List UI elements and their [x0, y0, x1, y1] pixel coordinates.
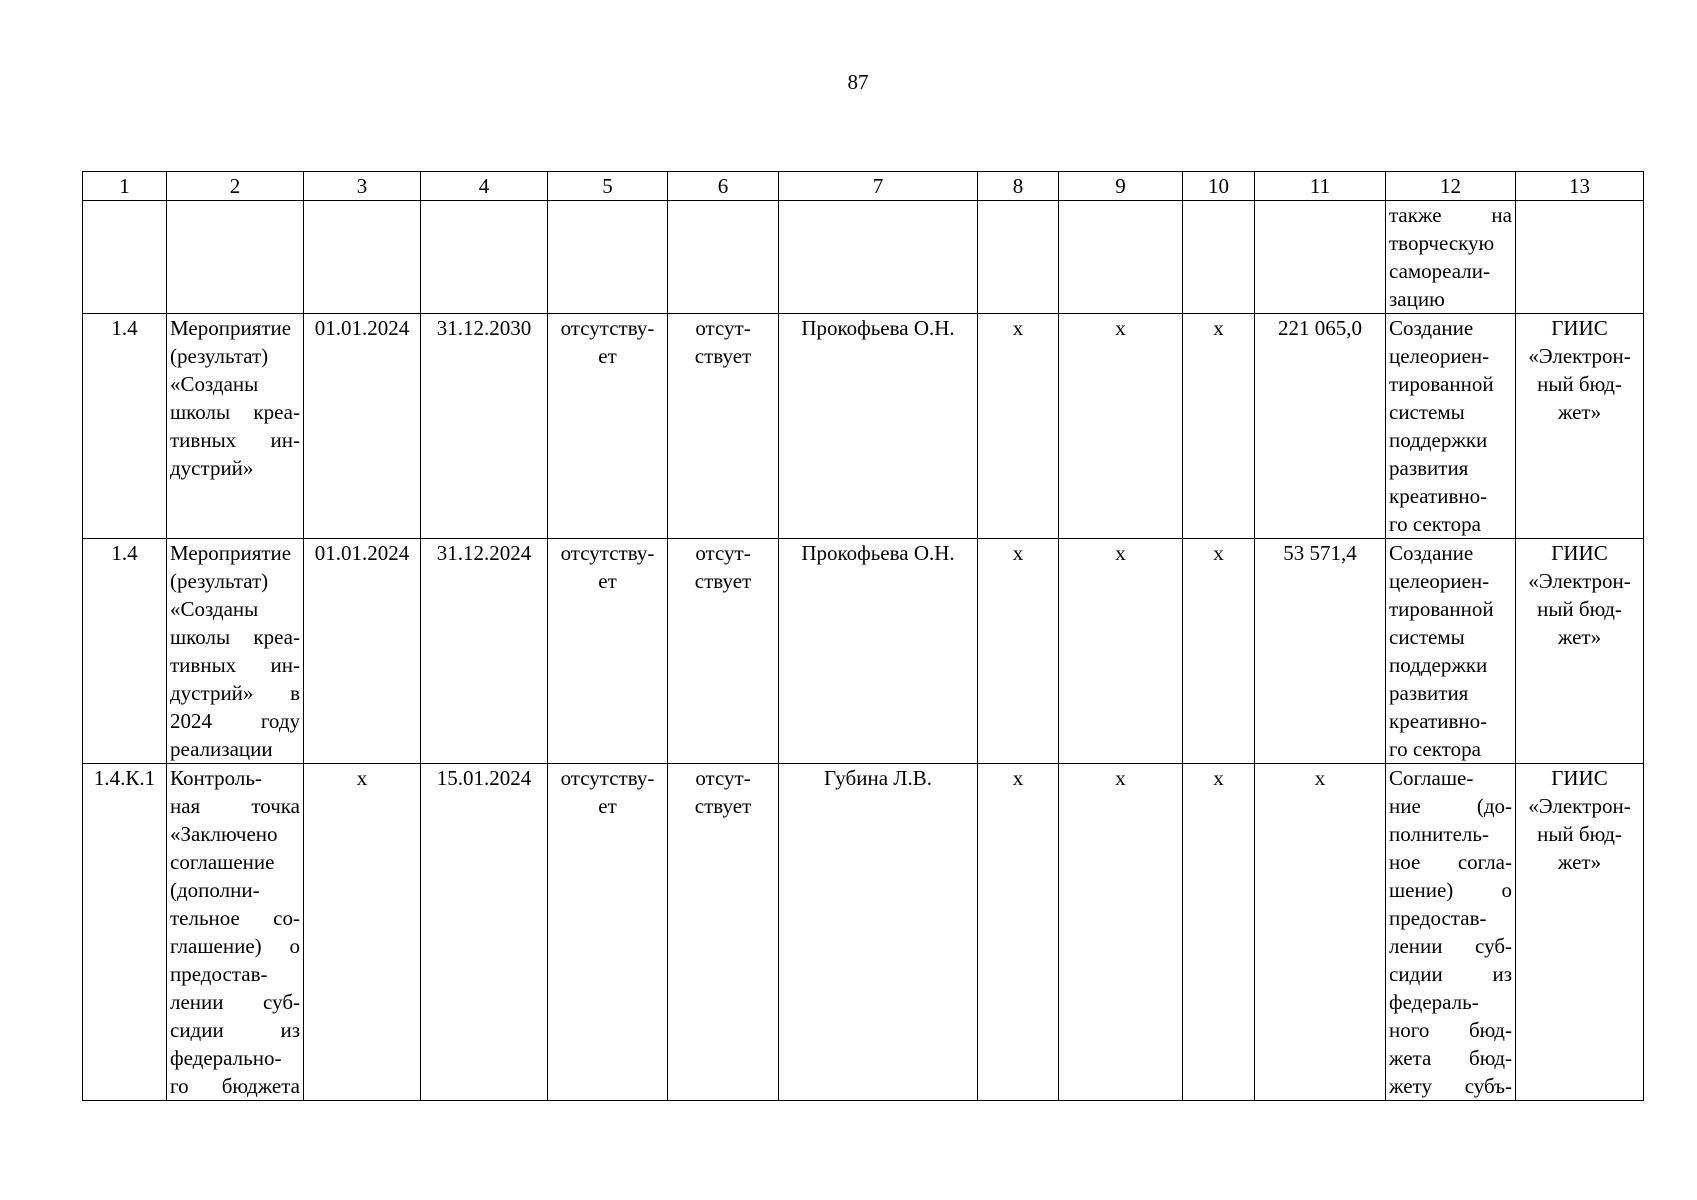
- cell-end-date: 15.01.2024: [421, 764, 548, 1101]
- cell-line: целеориен-: [1389, 344, 1490, 368]
- cell-line: дустрий» в: [170, 681, 300, 705]
- cell-line: тированной: [1389, 372, 1494, 396]
- cell-line: го бюджета: [170, 1074, 300, 1098]
- cell-line: «Созданы: [170, 372, 259, 396]
- column-number-row: [83, 172, 1644, 201]
- cell-col8: х: [978, 314, 1059, 539]
- column-number: 7: [779, 172, 978, 201]
- cell-line: развития: [1389, 456, 1469, 480]
- cell-line: самореали-: [1389, 259, 1490, 283]
- cell-line: Мероприятие: [170, 316, 292, 340]
- cell-col5: [548, 764, 668, 1101]
- cell-line: творческую: [1389, 231, 1495, 255]
- cell-system: [1516, 201, 1644, 314]
- cell-name: [167, 201, 304, 314]
- cell-line: ный бюд-: [1537, 597, 1622, 621]
- column-number: 4: [421, 172, 548, 201]
- cell-end-date: 31.12.2030: [421, 314, 548, 539]
- cell-line: креативно-: [1389, 709, 1488, 733]
- cell-col6: [668, 539, 779, 764]
- cell-line: ствует: [694, 794, 752, 818]
- cell-start-date: [304, 201, 421, 314]
- cell-line: ное согла-: [1389, 850, 1512, 874]
- column-number: 9: [1059, 172, 1183, 201]
- cell-col8: х: [978, 764, 1059, 1101]
- cell-result: [1386, 314, 1516, 539]
- cell-line: ствует: [694, 569, 752, 593]
- cell-col9: х: [1059, 314, 1183, 539]
- cell-line: жета бюд-: [1389, 1046, 1512, 1070]
- cell-start-date: 01.01.2024: [304, 314, 421, 539]
- cell-start-date: 01.01.2024: [304, 539, 421, 764]
- cell-line: Соглаше-: [1389, 766, 1474, 790]
- cell-line: развития: [1389, 681, 1469, 705]
- cell-line: системы: [1389, 400, 1465, 424]
- cell-col9: х: [1059, 539, 1183, 764]
- cell-line: федераль-: [1389, 990, 1479, 1014]
- cell-line: глашение) о: [170, 934, 300, 958]
- cell-col9: х: [1059, 764, 1183, 1101]
- cell-end-date: [421, 201, 548, 314]
- cell-col6: [668, 764, 779, 1101]
- cell-col5: [548, 201, 668, 314]
- cell-line: реализации: [170, 737, 273, 761]
- cell-line: «Созданы: [170, 597, 259, 621]
- cell-line: тивных ин-: [170, 653, 300, 677]
- cell-number: 1.4: [83, 539, 167, 764]
- cell-line: школы креа-: [170, 625, 300, 649]
- cell-line: зацию: [1389, 287, 1445, 311]
- cell-col6: [668, 314, 779, 539]
- table-row: [83, 764, 1644, 1101]
- cell-line: тированной: [1389, 597, 1494, 621]
- cell-line: (результат): [170, 344, 269, 368]
- cell-line: «Электрон-: [1528, 344, 1631, 368]
- cell-number: 1.4.К.1: [83, 764, 167, 1101]
- cell-col10: х: [1183, 314, 1255, 539]
- cell-line: отсутству-: [560, 541, 655, 565]
- cell-line: сидии из: [1389, 962, 1512, 986]
- cell-result: [1386, 539, 1516, 764]
- cell-line: го сектора: [1389, 512, 1481, 536]
- cell-system: [1516, 314, 1644, 539]
- cell-line: ние (до-: [1389, 794, 1512, 818]
- cell-line: полнитель-: [1389, 822, 1489, 846]
- column-number: 6: [668, 172, 779, 201]
- cell-number: 1.4: [83, 314, 167, 539]
- cell-col8: [978, 201, 1059, 314]
- cell-responsible: Прокофьева О.Н.: [779, 314, 978, 539]
- cell-line: шение) о: [1389, 878, 1512, 902]
- cell-line: Контроль-: [170, 766, 262, 790]
- data-table: [82, 171, 1644, 1101]
- cell-line: креативно-: [1389, 484, 1488, 508]
- cell-line: тивных ин-: [170, 428, 300, 452]
- cell-system: [1516, 764, 1644, 1101]
- cell-col6: [668, 201, 779, 314]
- page-number: 87: [847, 70, 869, 94]
- cell-line: федерально-: [170, 1046, 282, 1070]
- cell-amount: х: [1255, 764, 1386, 1101]
- column-number: 8: [978, 172, 1059, 201]
- cell-line: отсут-: [695, 766, 751, 790]
- column-number: 10: [1183, 172, 1255, 201]
- cell-name: [167, 539, 304, 764]
- cell-line: ный бюд-: [1537, 372, 1622, 396]
- cell-col5: [548, 314, 668, 539]
- cell-col8: х: [978, 539, 1059, 764]
- cell-line: «Электрон-: [1528, 794, 1631, 818]
- cell-result: [1386, 764, 1516, 1101]
- cell-line: ствует: [694, 344, 752, 368]
- column-number: 1: [83, 172, 167, 201]
- cell-line: ный бюд-: [1537, 822, 1622, 846]
- cell-line: лении суб-: [170, 990, 300, 1014]
- cell-line: также на: [1389, 203, 1512, 227]
- cell-line: 2024 году: [170, 709, 300, 733]
- cell-col10: х: [1183, 539, 1255, 764]
- cell-line: ная точка: [170, 794, 300, 818]
- cell-line: жет»: [1557, 850, 1602, 874]
- cell-col10: х: [1183, 764, 1255, 1101]
- cell-line: ГИИС: [1551, 766, 1608, 790]
- cell-line: лении суб-: [1389, 934, 1512, 958]
- table-row: [83, 201, 1644, 314]
- cell-line: отсутству-: [560, 316, 655, 340]
- column-number: 5: [548, 172, 668, 201]
- cell-line: отсут-: [695, 316, 751, 340]
- cell-line: сидии из: [170, 1018, 300, 1042]
- cell-line: отсут-: [695, 541, 751, 565]
- cell-line: ГИИС: [1551, 316, 1608, 340]
- cell-line: поддержки: [1389, 653, 1488, 677]
- cell-line: ет: [598, 569, 617, 593]
- cell-line: ет: [598, 344, 617, 368]
- cell-col10: [1183, 201, 1255, 314]
- cell-start-date: х: [304, 764, 421, 1101]
- column-number: 2: [167, 172, 304, 201]
- cell-line: Создание: [1389, 541, 1474, 565]
- cell-line: дустрий»: [170, 456, 254, 480]
- column-number: 12: [1386, 172, 1516, 201]
- cell-line: Создание: [1389, 316, 1474, 340]
- cell-result: [1386, 201, 1516, 314]
- cell-line: Мероприятие: [170, 541, 292, 565]
- cell-line: системы: [1389, 625, 1465, 649]
- cell-line: жету субъ-: [1389, 1074, 1512, 1098]
- cell-line: ет: [598, 794, 617, 818]
- cell-line: соглашение: [170, 850, 275, 874]
- cell-line: ного бюд-: [1389, 1018, 1512, 1042]
- cell-amount: [1255, 201, 1386, 314]
- cell-line: (результат): [170, 569, 269, 593]
- cell-line: тельное со-: [170, 906, 300, 930]
- cell-line: «Заключено: [170, 822, 278, 846]
- cell-line: предостав-: [1389, 906, 1487, 930]
- cell-responsible: [779, 201, 978, 314]
- cell-line: поддержки: [1389, 428, 1488, 452]
- cell-line: школы креа-: [170, 400, 300, 424]
- cell-col9: [1059, 201, 1183, 314]
- cell-name: [167, 764, 304, 1101]
- cell-line: ГИИС: [1551, 541, 1608, 565]
- cell-line: отсутству-: [560, 766, 655, 790]
- cell-responsible: Губина Л.В.: [779, 764, 978, 1101]
- cell-name: [167, 314, 304, 539]
- table-row: [83, 539, 1644, 764]
- cell-line: (дополни-: [170, 878, 260, 902]
- table-row: [83, 314, 1644, 539]
- cell-col5: [548, 539, 668, 764]
- cell-line: целеориен-: [1389, 569, 1490, 593]
- cell-line: го сектора: [1389, 737, 1481, 761]
- column-number: 13: [1516, 172, 1644, 201]
- cell-line: жет»: [1557, 625, 1602, 649]
- cell-line: предостав-: [170, 962, 268, 986]
- cell-amount: 221 065,0: [1255, 314, 1386, 539]
- column-number: 3: [304, 172, 421, 201]
- cell-line: жет»: [1557, 400, 1602, 424]
- cell-number: [83, 201, 167, 314]
- cell-line: «Электрон-: [1528, 569, 1631, 593]
- cell-responsible: Прокофьева О.Н.: [779, 539, 978, 764]
- column-number: 11: [1255, 172, 1386, 201]
- cell-system: [1516, 539, 1644, 764]
- cell-amount: 53 571,4: [1255, 539, 1386, 764]
- cell-end-date: 31.12.2024: [421, 539, 548, 764]
